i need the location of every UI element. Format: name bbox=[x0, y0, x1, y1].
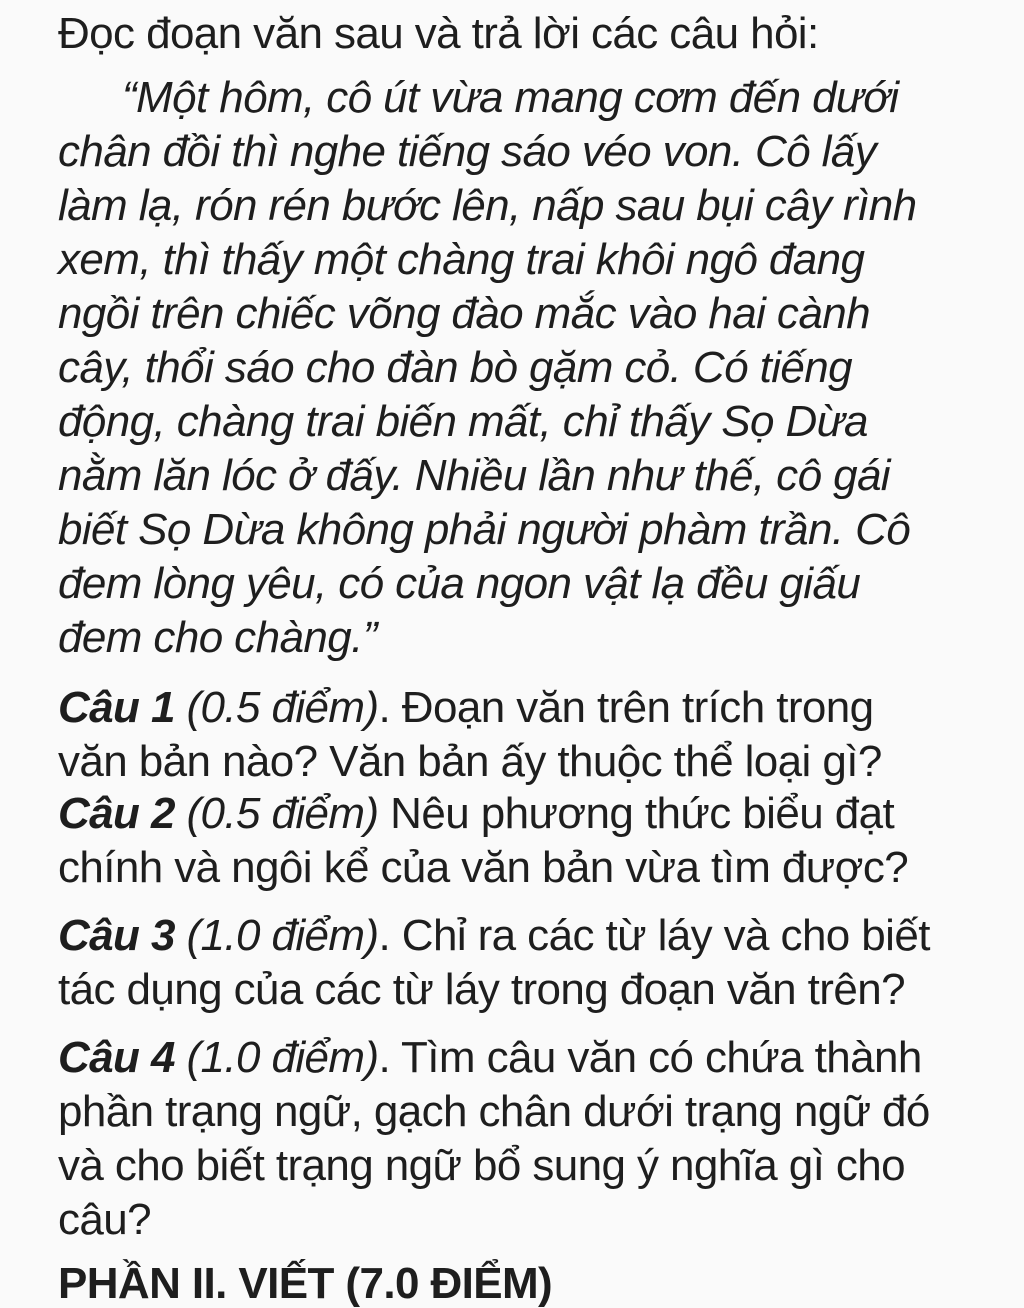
passage-line: cây, thổi sáo cho đàn bò gặm cỏ. Có tiếng bbox=[58, 343, 852, 392]
passage-line: ngồi trên chiếc võng đào mắc vào hai cành bbox=[58, 289, 870, 338]
question-text: tác dụng của các từ láy trong đoạn văn trên? bbox=[58, 965, 905, 1014]
question-text: Nêu phương thức biểu đạt bbox=[378, 789, 895, 838]
question-points: (1.0 điểm) bbox=[174, 911, 379, 960]
passage-line: xem, thì thấy một chàng trai khôi ngô đang bbox=[58, 235, 865, 284]
section-heading: PHẦN II. VIẾT (7.0 ĐIỂM) bbox=[58, 1259, 553, 1308]
passage-line: động, chàng trai biến mất, chỉ thấy Sọ Dừa bbox=[58, 397, 868, 446]
passage-line: biết Sọ Dừa không phải người phàm trần. Cô bbox=[58, 505, 911, 554]
question-text: chính và ngôi kể của văn bản vừa tìm được? bbox=[58, 843, 909, 892]
question-4 bbox=[58, 1033, 922, 1082]
question-label: Câu 2 bbox=[58, 789, 175, 838]
question-points: (0.5 điểm) bbox=[174, 683, 379, 732]
question-text: . Chỉ ra các từ láy và cho biết bbox=[378, 911, 930, 960]
passage-line: chân đồi thì nghe tiếng sáo véo von. Cô lấy bbox=[58, 127, 877, 176]
passage-line: nằm lăn lóc ở đấy. Nhiều lần như thế, cô gái bbox=[58, 451, 890, 500]
passage-line: làm lạ, rón rén bước lên, nấp sau bụi cây rình bbox=[58, 181, 917, 230]
passage-line: đem lòng yêu, có của ngon vật lạ đều giấu bbox=[58, 559, 861, 608]
question-label: Câu 4 bbox=[58, 1033, 175, 1082]
question-text: câu? bbox=[58, 1195, 152, 1244]
question-1 bbox=[58, 683, 874, 732]
question-label: Câu 3 bbox=[58, 911, 175, 960]
question-text: . Tìm câu văn có chứa thành bbox=[378, 1033, 922, 1082]
question-3 bbox=[58, 911, 930, 960]
question-points: (1.0 điểm) bbox=[174, 1033, 379, 1082]
question-2 bbox=[58, 789, 895, 838]
question-points: (0.5 điểm) bbox=[174, 789, 379, 838]
question-text: văn bản nào? Văn bản ấy thuộc thể loại gì? bbox=[58, 737, 882, 786]
question-text: và cho biết trạng ngữ bổ sung ý nghĩa gì cho bbox=[58, 1141, 905, 1190]
passage-line: đem cho chàng.” bbox=[58, 613, 377, 662]
question-text: phần trạng ngữ, gạch chân dưới trạng ngữ đó bbox=[58, 1087, 930, 1136]
instruction-text: Đọc đoạn văn sau và trả lời các câu hỏi: bbox=[58, 9, 819, 58]
question-text: . Đoạn văn trên trích trong bbox=[378, 683, 874, 732]
passage-line: “Một hôm, cô út vừa mang cơm đến dưới bbox=[122, 73, 899, 122]
question-label: Câu 1 bbox=[58, 683, 175, 732]
